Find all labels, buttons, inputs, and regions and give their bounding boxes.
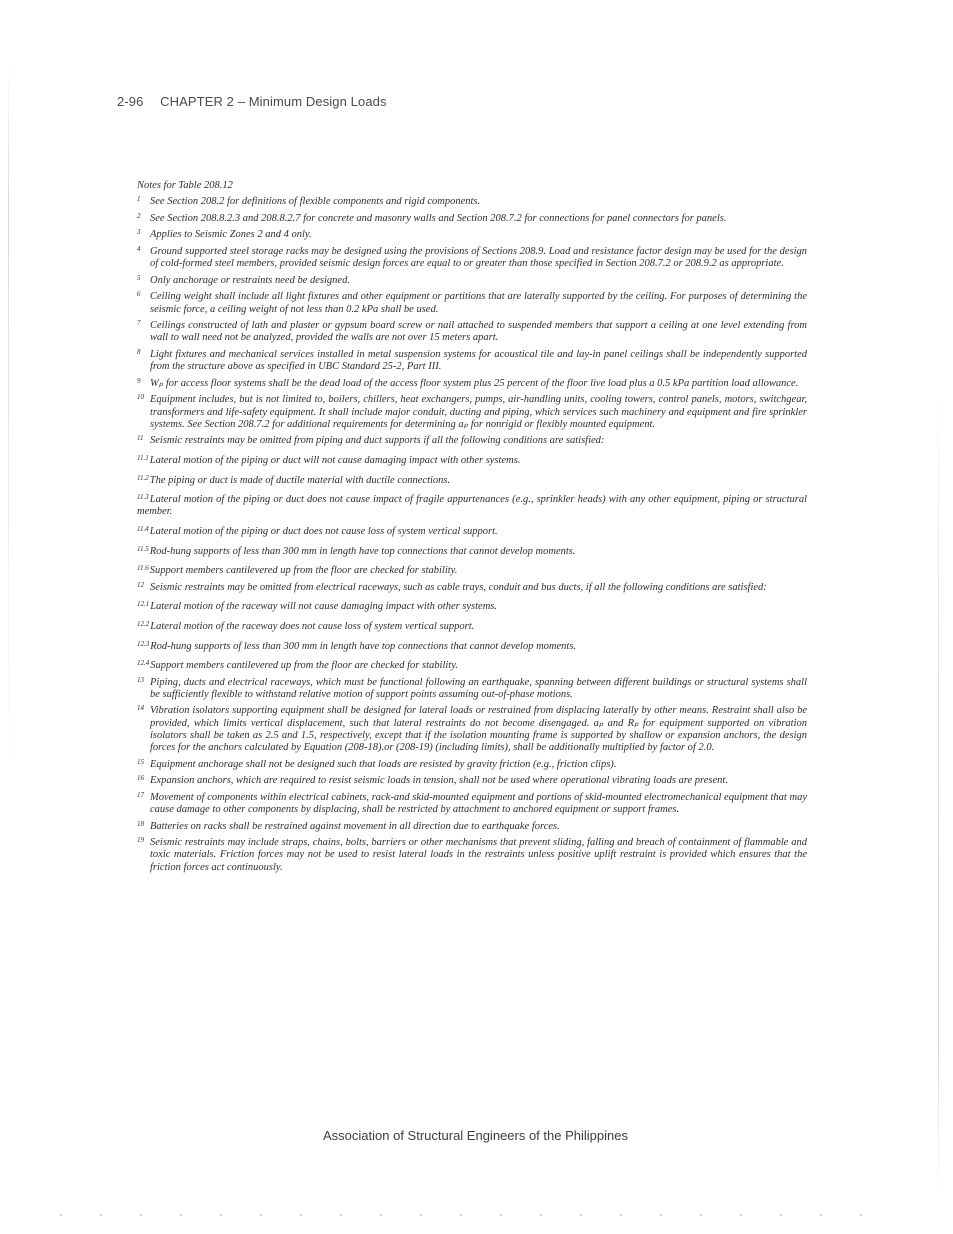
table-notes (137, 180, 807, 878)
note-number: 19 (137, 836, 144, 845)
page-footer (0, 1128, 953, 1143)
note-number: 3 (137, 228, 141, 237)
note-number: 14 (137, 704, 144, 713)
note-number: 12 (137, 580, 144, 589)
note-text: Applies to Seismic Zones 2 and 4 only. (150, 229, 312, 241)
note-item (137, 775, 807, 787)
sub-note-number: 11.1 (137, 453, 149, 462)
sub-note-text: Lateral motion of the raceway does not cause loss of system vertical support. (150, 620, 475, 632)
sub-note-text: Rod-hung supports of less than 300 mm in length have top connections that cannot develop moments. (150, 640, 577, 652)
note-text: Seismic restraints may be omitted from piping and duct supports if all the following conditions are satisfied: (150, 435, 605, 447)
sub-note (137, 543, 807, 558)
sub-note-text: Lateral motion of the piping or duct will not cause damaging impact with other systems. (149, 454, 521, 466)
sub-note (137, 598, 807, 613)
note-text: Seismic restraints may be omitted from electrical raceways, such as cable trays, conduit and bus ducts, if all the following conditions are satisfied: (150, 581, 767, 593)
sub-note-text: Support members cantilevered up from the floor are checked for stability. (149, 565, 458, 577)
note-item (137, 246, 807, 270)
sub-note-number: 12.4 (137, 659, 150, 668)
note-text: Light fixtures and mechanical services installed in metal suspension systems for acoustical tile and lay-in panel ceilings shall be independently supported from the structure above as specified in UBC Standard 25-2, Part III. (150, 348, 807, 373)
note-item (137, 275, 807, 287)
sub-note (137, 472, 807, 487)
note-item (137, 291, 807, 315)
note-number: 2 (137, 211, 141, 220)
note-number: 9 (137, 376, 141, 385)
note-item (137, 196, 807, 208)
note-number: 1 (137, 195, 141, 204)
sub-note-text: The piping or duct is made of ductile material with ductile connections. (149, 474, 451, 486)
note-number: 13 (137, 675, 144, 684)
note-number: 6 (137, 290, 141, 299)
page-number: 2-96 (117, 94, 144, 109)
sub-note-text: Lateral motion of the piping or duct does not cause impact of fragile appurtenances (e.g., sprinkler heads) with any other equipment, piping or structural member. (137, 494, 807, 518)
note-text: Expansion anchors, which are required to resist seismic loads in tension, shall not be used where operational vibrating loads are present. (150, 775, 728, 787)
note-item (137, 677, 807, 701)
sub-note-number: 11.5 (137, 544, 149, 553)
sub-note-text: Lateral motion of the raceway will not cause damaging impact with other systems. (150, 601, 498, 613)
note-text: Ceilings constructed of lath and plaster or gypsum board screw or nail attached to suspended members that support a ceiling at one level extending from wall to wall need not be analyzed, provided the walls are not over 15 meters apart. (150, 320, 807, 344)
note-text: Ground supported steel storage racks may be designed using the provisions of Sections 208.9. Load and resistance factor design may be used for the design of cold-formed steel members, provided seismic design forces are equal to or greater than those specified in Section 208.7.2 or 208.9.2 as appropriate. (150, 245, 807, 270)
note-number: 18 (137, 819, 144, 828)
scan-edge-left (8, 60, 9, 780)
note-item (137, 213, 807, 225)
note-item (137, 378, 807, 390)
sub-note-number: 11.4 (137, 524, 149, 533)
note-number: 17 (137, 790, 144, 799)
note-item (137, 759, 807, 771)
sub-note-text: Support members cantilevered up from the floor are checked for stability. (150, 660, 458, 672)
sub-note-text: Rod-hung supports of less than 300 mm in length have top connections that cannot develop moments. (149, 545, 576, 557)
note-text: See Section 208.2 for definitions of flexible components and rigid components. (150, 196, 481, 208)
note-number: 10 (137, 393, 144, 402)
note-item (137, 229, 807, 241)
note-item (137, 394, 807, 431)
note-text: Equipment includes, but is not limited to, boilers, chillers, heat exchangers, pumps, air-handling units, cooling towers, control panels, motors, switchgear, transformers and life-safety equipment. It shall include major conduit, ducting and piping, which services such machinery and equipment and fire sprinkler systems. See Section 208.7.2 for additional requirements for determining aₚ for nonrigid or flexibly mounted equipment. (150, 394, 807, 430)
note-item (137, 435, 807, 447)
note-number: 16 (137, 774, 144, 783)
sub-note-number: 11.6 (137, 564, 149, 573)
sub-note (137, 452, 807, 467)
sub-note-text: Lateral motion of the piping or duct does not cause loss of system vertical support. (149, 525, 498, 537)
note-number: 7 (137, 319, 141, 328)
sub-note-number: 11.2 (137, 473, 149, 482)
note-text: Only anchorage or restraints need be designed. (150, 274, 350, 286)
sub-note-number: 11.3 (137, 493, 149, 502)
note-number: 8 (137, 347, 141, 356)
sub-note-number: 12.1 (137, 600, 150, 609)
note-text: Batteries on racks shall be restrained against movement in all direction due to earthquake forces. (150, 820, 560, 832)
footer-text: Association of Structural Engineers of the Philippines (323, 1128, 628, 1143)
sub-note (137, 523, 807, 538)
note-text: Piping, ducts and electrical raceways, which must be functional following an earthquake, spanning between different buildings or structural systems shall be sufficiently flexible to withstand relative motion of support points assuming out-of-phase motions. (150, 676, 807, 700)
sub-note (137, 618, 807, 633)
sub-note-number: 12.3 (137, 639, 150, 648)
note-item (137, 821, 807, 833)
sub-note (137, 491, 807, 518)
note-item (137, 837, 807, 874)
sub-note-number: 12.2 (137, 619, 150, 628)
running-head (117, 94, 387, 109)
note-text: Ceiling weight shall include all light fixtures and other equipment or partitions that are laterally supported by the ceiling. For purposes of determining the seismic force, a ceiling weight of not less than 0.2 kPa shall be used. (150, 291, 807, 315)
scan-noise-strip (60, 1214, 890, 1216)
scan-edge-right (938, 380, 939, 1200)
note-item (137, 705, 807, 754)
sub-note (137, 657, 807, 672)
note-item (137, 582, 807, 594)
note-text: Wₚ for access floor systems shall be the dead load of the access floor system plus 25 percent of the floor live load plus a 0.5 kPa partition load allowance. (150, 377, 799, 389)
note-text: Movement of components within electrical cabinets, rack-and skid-mounted equipment and portions of skid-mounted electromechanical equipment that may cause damage to other components by displacing, shall be restricted by attachment to anchored equipment or support frames. (150, 791, 807, 816)
chapter-title: CHAPTER 2 – Minimum Design Loads (160, 94, 387, 109)
note-item (137, 320, 807, 344)
sub-note (137, 562, 807, 577)
notes-title: Notes for Table 208.12 (137, 180, 233, 191)
note-text: See Section 208.8.2.3 and 208.8.2.7 for concrete and masonry walls and Section 208.7.2 for connections for panel connectors for panels. (150, 212, 727, 224)
note-item (137, 792, 807, 816)
sub-note (137, 638, 807, 653)
note-number: 4 (137, 244, 141, 253)
note-item (137, 349, 807, 373)
note-number: 5 (137, 273, 141, 282)
note-text: Equipment anchorage shall not be designed such that loads are resisted by gravity friction (e.g., friction clips). (150, 758, 617, 770)
note-number: 15 (137, 757, 144, 766)
note-text: Vibration isolators supporting equipment shall be designed for lateral loads or restrained from displacing laterally by other means. Restraint shall also be provided, which limits vertical displacement, such that lateral restraints do not become disengaged. aₚ and Rₚ for equipment supported on vibration isolators shall be taken as 2.5 and 1.5, respectively, except that if the isolation mounting frame is supported by shallow or expansion anchors, the design forces for the anchors calculated by Equation (208-18).or (208-19) (including limits), shall be additionally multiplied by factor of 2.0. (150, 705, 807, 754)
note-number: 11 (137, 434, 144, 443)
note-text: Seismic restraints may include straps, chains, bolts, barriers or other mechanisms that prevent sliding, falling and breach of containment of flammable and toxic materials. Friction forces may not be used to resist lateral loads in the restraints unless positive uplift restraint is provided which ensures that the friction forces act continuously. (150, 837, 807, 873)
